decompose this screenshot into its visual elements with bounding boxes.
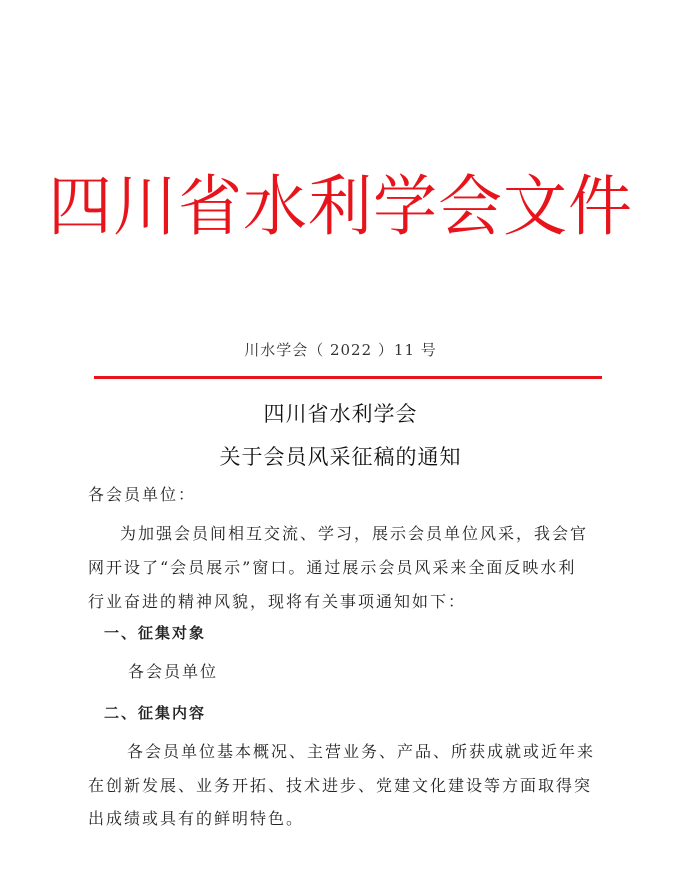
masthead-title: 四川省水利学会文件 xyxy=(48,168,633,245)
intro-line-2: 网开设了“会员展示”窗口。通过展示会员风采来全面反映水利 xyxy=(88,558,577,577)
notice-title-line1: 四川省水利学会 xyxy=(263,402,418,426)
section-heading-content: 二、征集内容 xyxy=(104,704,207,722)
salutation: 各会员单位： xyxy=(88,485,197,504)
red-divider xyxy=(94,376,602,379)
section-content-line-1: 各会员单位基本概况、主营业务、产品、所获成就或近年来 xyxy=(127,742,596,761)
section-heading-targets: 一、征集对象 xyxy=(104,624,207,642)
document-number: 川水学会（ 2022 ）11 号 xyxy=(244,341,437,359)
section-content-line-2: 在创新发展、业务开拓、技术进步、党建文化建设等方面取得突 xyxy=(88,776,593,795)
intro-line-1: 为加强会员间相互交流、学习，展示会员单位风采，我会官 xyxy=(120,524,589,543)
section-content-line-3: 出成绩或具有的鲜明特色。 xyxy=(88,809,305,828)
intro-line-3: 行业奋进的精神风貌，现将有关事项通知如下： xyxy=(88,592,467,611)
notice-title-line2: 关于会员风采征稿的通知 xyxy=(219,445,462,469)
section-content-targets: 各会员单位 xyxy=(128,662,219,681)
